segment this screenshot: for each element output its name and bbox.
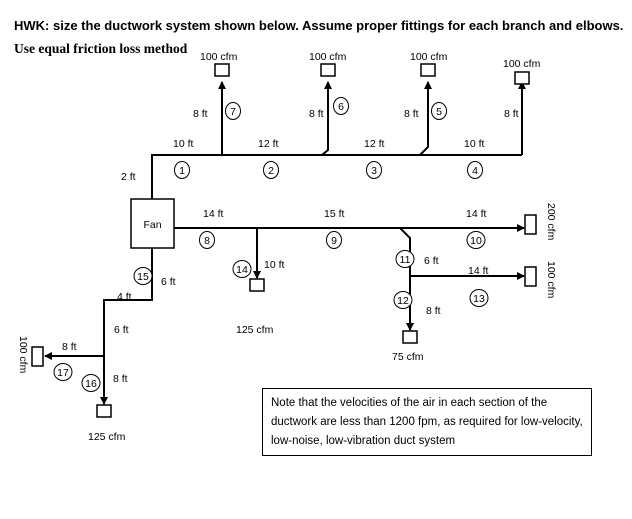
cfm-outlet-4: 100 cfm xyxy=(503,58,541,70)
outlet-10-diffuser xyxy=(525,215,536,234)
cfm-outlet-5: 100 cfm xyxy=(410,51,448,63)
cfm-outlet-10: 200 cfm xyxy=(545,203,557,241)
length-s9: 15 ft xyxy=(324,208,345,220)
length-s15-a: 6 ft xyxy=(161,276,176,288)
section-6-label: 6 xyxy=(338,101,344,113)
branch-5-duct xyxy=(420,82,428,155)
section-8-label: 8 xyxy=(204,235,210,247)
length-s15-c: 6 ft xyxy=(114,324,129,336)
outlet-14-diffuser xyxy=(250,279,264,291)
section-1-label: 1 xyxy=(179,165,185,177)
outlet-4-diffuser xyxy=(515,72,529,84)
section-13-label: 13 xyxy=(473,293,485,305)
section-7-label: 7 xyxy=(230,106,236,118)
cfm-outlet-13: 100 cfm xyxy=(545,261,557,299)
length-s10: 14 ft xyxy=(466,208,487,220)
outlet-5-diffuser xyxy=(421,64,435,76)
length-s1: 10 ft xyxy=(173,138,194,150)
cfm-outlet-12: 75 cfm xyxy=(392,351,424,363)
section-11-label: 11 xyxy=(399,254,411,266)
length-s5: 8 ft xyxy=(404,108,419,120)
cfm-outlet-17: 100 cfm xyxy=(17,336,29,374)
outlet-7-diffuser xyxy=(215,64,229,76)
length-s13: 14 ft xyxy=(468,265,489,277)
outlet-16-diffuser xyxy=(97,405,111,417)
branch-11-12-duct xyxy=(400,228,410,330)
page-title: HWK: size the ductwork system shown below. Assume proper fittings for each branch and elbows. xyxy=(14,18,624,33)
section-4-label: 4 xyxy=(472,165,478,177)
section-14-label: 14 xyxy=(236,264,248,276)
outlet-6-diffuser xyxy=(321,64,335,76)
length-s8: 14 ft xyxy=(203,208,224,220)
length-s17: 8 ft xyxy=(62,341,77,353)
cfm-outlet-6: 100 cfm xyxy=(309,51,347,63)
length-s4: 10 ft xyxy=(464,138,485,150)
cfm-outlet-14: 125 cfm xyxy=(236,324,274,336)
branch-15-17-duct xyxy=(45,248,152,356)
length-s11: 6 ft xyxy=(424,255,439,267)
upper-main-duct xyxy=(152,155,522,199)
length-s14: 10 ft xyxy=(264,259,285,271)
section-15-label: 15 xyxy=(137,271,149,283)
outlet-12-diffuser xyxy=(403,331,417,343)
section-12-label: 12 xyxy=(397,295,409,307)
section-9-label: 9 xyxy=(331,235,337,247)
section-16-label: 16 xyxy=(85,378,97,390)
length-s3: 12 ft xyxy=(364,138,385,150)
length-s16: 8 ft xyxy=(113,373,128,385)
length-s4-drop: 8 ft xyxy=(504,108,519,120)
section-17-label: 17 xyxy=(57,367,69,379)
length-fan-riser: 2 ft xyxy=(121,171,136,183)
section-3-label: 3 xyxy=(371,165,377,177)
length-s6: 8 ft xyxy=(309,108,324,120)
fan-label: Fan xyxy=(143,219,162,231)
section-10-label: 10 xyxy=(470,235,482,247)
velocity-note: Note that the velocities of the air in each section of the ductwork are less than 1200 fpm, as required for low-velocity, low-noise, low-vibration duct system xyxy=(262,388,592,456)
outlet-17-diffuser xyxy=(32,347,43,366)
outlet-13-diffuser xyxy=(525,267,536,286)
cfm-outlet-16: 125 cfm xyxy=(88,431,126,443)
length-s15-b: 4 ft xyxy=(117,291,132,303)
section-5-label: 5 xyxy=(436,106,442,118)
page-subtitle: Use equal friction loss method xyxy=(14,41,188,56)
cfm-outlet-7: 100 cfm xyxy=(200,51,238,63)
length-s12: 8 ft xyxy=(426,305,441,317)
section-2-label: 2 xyxy=(268,165,274,177)
length-s7: 8 ft xyxy=(193,108,208,120)
length-s2: 12 ft xyxy=(258,138,279,150)
